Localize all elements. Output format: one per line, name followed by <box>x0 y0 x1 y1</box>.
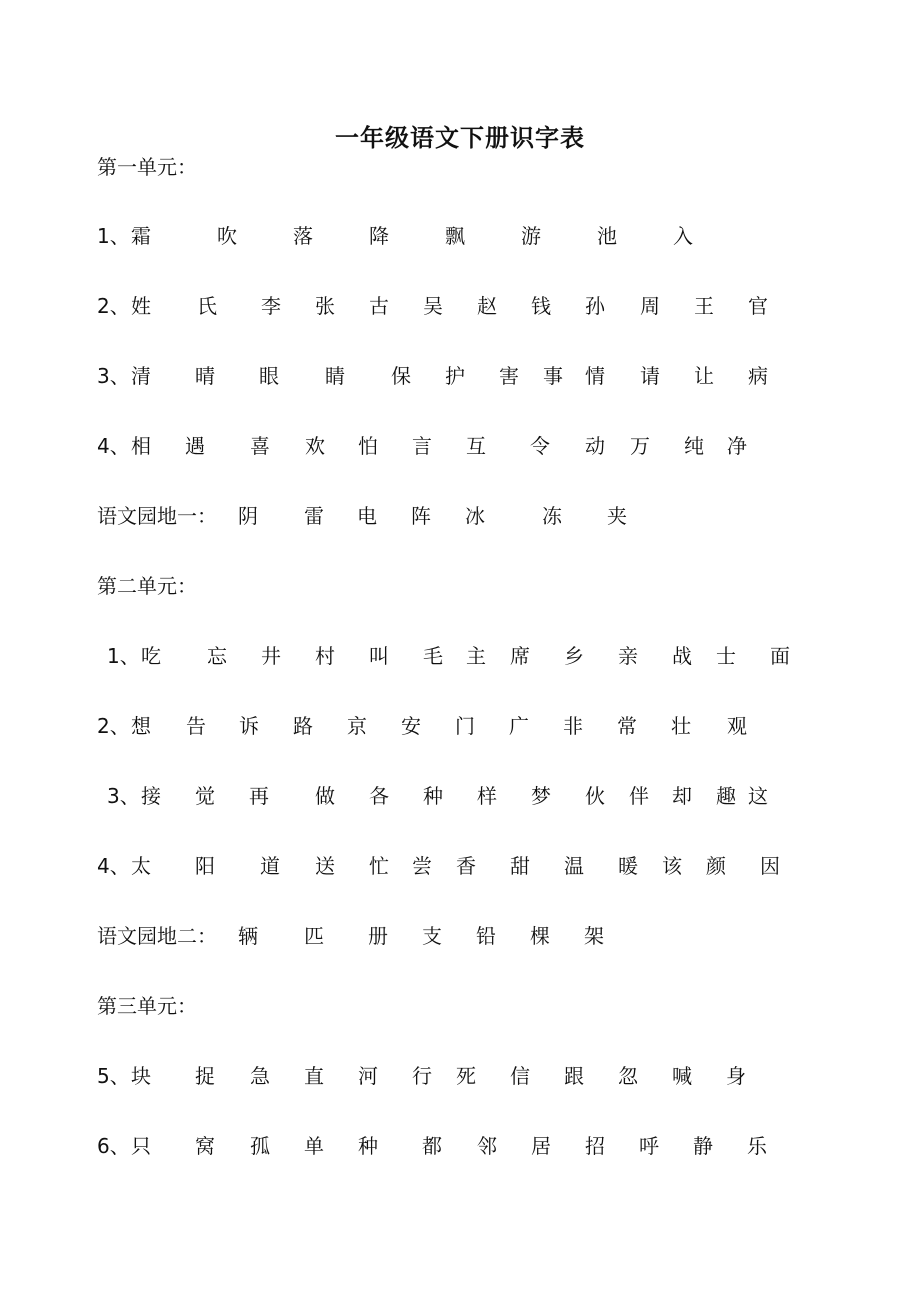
hanzi-character: 古 <box>369 294 389 318</box>
row-label: 3、 <box>107 784 140 808</box>
hanzi-character: 阵 <box>411 504 431 528</box>
hanzi-character: 静 <box>693 1134 713 1158</box>
character-row <box>0 219 920 253</box>
hanzi-character: 忙 <box>369 854 389 878</box>
hanzi-character: 门 <box>455 714 475 738</box>
hanzi-character: 张 <box>315 294 335 318</box>
hanzi-character: 冻 <box>542 504 562 528</box>
hanzi-character: 直 <box>304 1064 324 1088</box>
row-label: 语文园地二： <box>97 924 217 948</box>
hanzi-character: 觉 <box>195 784 215 808</box>
hanzi-character: 村 <box>315 644 335 668</box>
hanzi-character: 病 <box>748 364 768 388</box>
hanzi-character: 路 <box>293 714 313 738</box>
hanzi-character: 再 <box>249 784 269 808</box>
hanzi-character: 死 <box>456 1064 476 1088</box>
hanzi-character: 捉 <box>195 1064 215 1088</box>
unit-heading <box>0 150 920 184</box>
hanzi-character: 夹 <box>607 504 627 528</box>
hanzi-character: 喜 <box>250 434 270 458</box>
hanzi-character: 睛 <box>325 364 345 388</box>
hanzi-character: 阳 <box>195 854 215 878</box>
hanzi-character: 却 <box>672 784 692 808</box>
hanzi-character: 净 <box>727 434 747 458</box>
hanzi-character: 遇 <box>185 434 205 458</box>
hanzi-character: 万 <box>630 434 650 458</box>
hanzi-character: 跟 <box>564 1064 584 1088</box>
hanzi-character: 飘 <box>445 224 465 248</box>
character-row <box>0 779 920 813</box>
character-row <box>0 639 920 673</box>
hanzi-character: 急 <box>250 1064 270 1088</box>
hanzi-character: 颜 <box>706 854 726 878</box>
row-label: 2、 <box>97 294 130 318</box>
hanzi-character: 册 <box>368 924 388 948</box>
hanzi-character: 相 <box>131 434 151 458</box>
hanzi-character: 告 <box>186 714 206 738</box>
hanzi-character: 怕 <box>358 434 378 458</box>
hanzi-character: 降 <box>369 224 389 248</box>
hanzi-character: 身 <box>726 1064 746 1088</box>
hanzi-character: 壮 <box>671 714 691 738</box>
hanzi-character: 主 <box>466 644 486 668</box>
unit-heading <box>0 989 920 1023</box>
page-title: 一年级语文下册识字表 <box>335 124 585 152</box>
hanzi-character: 冰 <box>465 504 485 528</box>
row-label: 6、 <box>97 1134 130 1158</box>
hanzi-character: 广 <box>509 714 529 738</box>
hanzi-character: 吹 <box>217 224 237 248</box>
hanzi-character: 甜 <box>510 854 530 878</box>
hanzi-character: 居 <box>531 1134 551 1158</box>
hanzi-character: 安 <box>401 714 421 738</box>
hanzi-character: 动 <box>585 434 605 458</box>
hanzi-character: 周 <box>640 294 660 318</box>
unit-heading <box>0 569 920 603</box>
hanzi-character: 喊 <box>672 1064 692 1088</box>
hanzi-character: 只 <box>131 1134 151 1158</box>
hanzi-character: 事 <box>543 364 563 388</box>
row-label: 1、 <box>97 224 130 248</box>
hanzi-character: 孤 <box>250 1134 270 1158</box>
hanzi-character: 落 <box>293 224 313 248</box>
hanzi-character: 接 <box>141 784 161 808</box>
hanzi-character: 席 <box>510 644 530 668</box>
hanzi-character: 官 <box>748 294 768 318</box>
hanzi-character: 游 <box>521 224 541 248</box>
hanzi-character: 乡 <box>564 644 584 668</box>
hanzi-character: 阴 <box>238 504 258 528</box>
hanzi-character: 梦 <box>531 784 551 808</box>
hanzi-character: 孙 <box>585 294 605 318</box>
hanzi-character: 欢 <box>305 434 325 458</box>
unit-title: 第三单元： <box>97 994 197 1018</box>
hanzi-character: 叫 <box>369 644 389 668</box>
hanzi-character: 忽 <box>618 1064 638 1088</box>
hanzi-character: 行 <box>412 1064 432 1088</box>
row-label: 4、 <box>97 434 130 458</box>
hanzi-character: 温 <box>564 854 584 878</box>
hanzi-character: 毛 <box>423 644 443 668</box>
hanzi-character: 言 <box>412 434 432 458</box>
hanzi-character: 都 <box>422 1134 442 1158</box>
hanzi-character: 乐 <box>747 1134 767 1158</box>
hanzi-character: 观 <box>727 714 747 738</box>
hanzi-character: 井 <box>261 644 281 668</box>
hanzi-character: 霜 <box>131 224 151 248</box>
hanzi-character: 保 <box>391 364 411 388</box>
unit-title: 第一单元： <box>97 155 197 179</box>
hanzi-character: 样 <box>477 784 497 808</box>
unit-title: 第二单元： <box>97 574 197 598</box>
hanzi-character: 支 <box>422 924 442 948</box>
row-label: 1、 <box>107 644 140 668</box>
hanzi-character: 非 <box>563 714 583 738</box>
hanzi-character: 让 <box>694 364 714 388</box>
character-row <box>0 849 920 883</box>
row-label: 2、 <box>97 714 130 738</box>
hanzi-character: 诉 <box>239 714 259 738</box>
hanzi-character: 窝 <box>195 1134 215 1158</box>
row-label: 语文园地一： <box>97 504 217 528</box>
hanzi-character: 匹 <box>304 924 324 948</box>
hanzi-character: 单 <box>304 1134 324 1158</box>
hanzi-character: 眼 <box>259 364 279 388</box>
hanzi-character: 辆 <box>238 924 258 948</box>
hanzi-character: 氏 <box>197 294 217 318</box>
hanzi-character: 想 <box>131 714 151 738</box>
hanzi-character: 吴 <box>423 294 443 318</box>
row-label: 3、 <box>97 364 130 388</box>
hanzi-character: 电 <box>357 504 377 528</box>
hanzi-character: 呼 <box>639 1134 659 1158</box>
hanzi-character: 各 <box>369 784 389 808</box>
hanzi-character: 请 <box>640 364 660 388</box>
hanzi-character: 做 <box>315 784 335 808</box>
hanzi-character: 面 <box>770 644 790 668</box>
character-row <box>0 919 920 953</box>
hanzi-character: 尝 <box>412 854 432 878</box>
hanzi-character: 士 <box>716 644 736 668</box>
hanzi-character: 趣 <box>716 784 736 808</box>
hanzi-character: 钱 <box>531 294 551 318</box>
hanzi-character: 送 <box>315 854 335 878</box>
hanzi-character: 种 <box>358 1134 378 1158</box>
hanzi-character: 入 <box>673 224 693 248</box>
character-row <box>0 359 920 393</box>
hanzi-character: 架 <box>584 924 604 948</box>
hanzi-character: 招 <box>585 1134 605 1158</box>
hanzi-character: 忘 <box>207 644 227 668</box>
hanzi-character: 伙 <box>585 784 605 808</box>
character-row <box>0 1129 920 1163</box>
hanzi-character: 常 <box>617 714 637 738</box>
hanzi-character: 雷 <box>304 504 324 528</box>
hanzi-character: 姓 <box>131 294 151 318</box>
hanzi-character: 晴 <box>195 364 215 388</box>
hanzi-character: 情 <box>585 364 605 388</box>
character-row <box>0 289 920 323</box>
hanzi-character: 因 <box>760 854 780 878</box>
hanzi-character: 香 <box>456 854 476 878</box>
hanzi-character: 赵 <box>477 294 497 318</box>
hanzi-character: 铅 <box>476 924 496 948</box>
hanzi-character: 清 <box>131 364 151 388</box>
hanzi-character: 战 <box>672 644 692 668</box>
hanzi-character: 护 <box>445 364 465 388</box>
hanzi-character: 令 <box>530 434 550 458</box>
hanzi-character: 亲 <box>618 644 638 668</box>
hanzi-character: 棵 <box>530 924 550 948</box>
hanzi-character: 这 <box>748 784 768 808</box>
hanzi-character: 池 <box>597 224 617 248</box>
hanzi-character: 信 <box>510 1064 530 1088</box>
hanzi-character: 李 <box>261 294 281 318</box>
hanzi-character: 河 <box>358 1064 378 1088</box>
row-label: 4、 <box>97 854 130 878</box>
character-row <box>0 429 920 463</box>
hanzi-character: 纯 <box>684 434 704 458</box>
hanzi-character: 道 <box>260 854 280 878</box>
character-row <box>0 499 920 533</box>
hanzi-character: 暖 <box>618 854 638 878</box>
hanzi-character: 邻 <box>477 1134 497 1158</box>
hanzi-character: 太 <box>131 854 151 878</box>
hanzi-character: 伴 <box>629 784 649 808</box>
character-row <box>0 709 920 743</box>
character-row <box>0 1059 920 1093</box>
hanzi-character: 吃 <box>141 644 161 668</box>
hanzi-character: 该 <box>662 854 682 878</box>
hanzi-character: 害 <box>499 364 519 388</box>
hanzi-character: 王 <box>694 294 714 318</box>
hanzi-character: 块 <box>131 1064 151 1088</box>
hanzi-character: 种 <box>423 784 443 808</box>
row-label: 5、 <box>97 1064 130 1088</box>
hanzi-character: 互 <box>466 434 486 458</box>
hanzi-character: 京 <box>347 714 367 738</box>
